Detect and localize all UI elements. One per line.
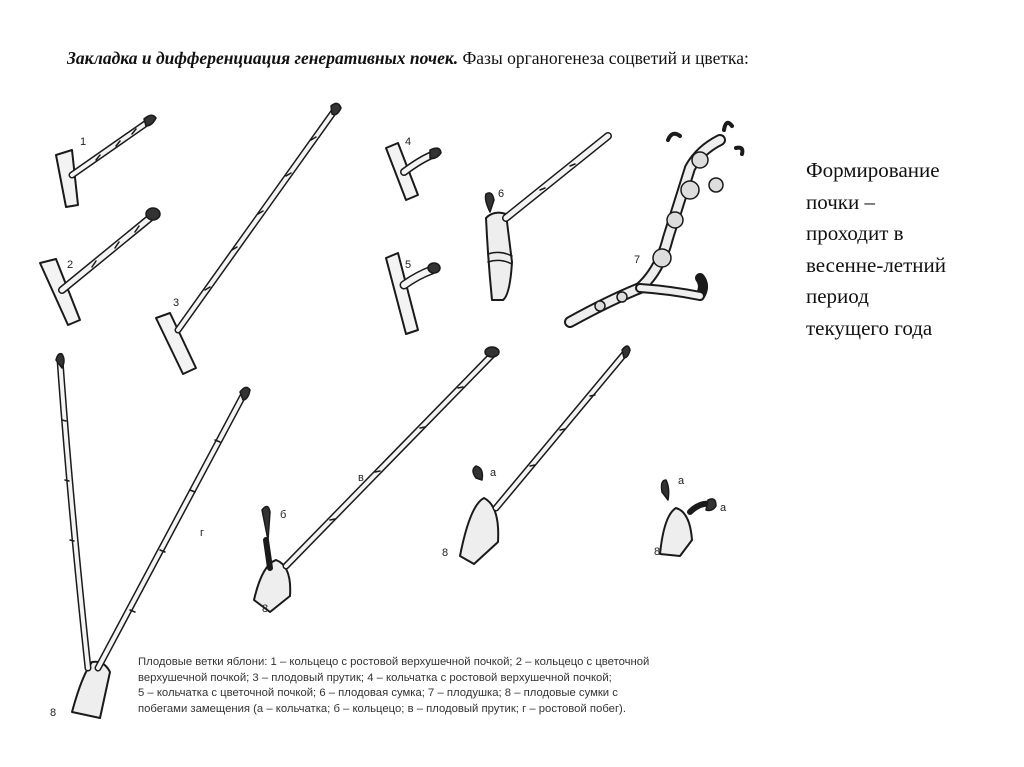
- label-branch-7: 7: [634, 254, 641, 266]
- label-branch-3: 3: [173, 297, 180, 309]
- caption-line: побегами замещения (а – кольчатка; б – кольцецо; в – плодовый прутик; г – ростовой побег).: [138, 702, 626, 715]
- label-b-ringlet: б: [280, 509, 287, 521]
- branch-8-ringlet-and-twig: [254, 347, 499, 612]
- branch-1-ringlet-growth-bud: [56, 115, 156, 207]
- label-g-growth-shoot: г: [200, 527, 205, 539]
- branch-7-fruiting-spur: [570, 123, 742, 322]
- label-group-8-far: 8: [654, 546, 661, 558]
- branch-5-ringlet-flower-bud: [386, 253, 440, 334]
- side-note-line: почки –: [806, 189, 875, 214]
- label-branch-4: 4: [405, 136, 412, 148]
- label-branch-2: 2: [67, 259, 74, 271]
- branch-2-ringlet-flower-bud: [40, 208, 160, 325]
- caption-line: верхушечной почкой; 3 – плодовый прутик; 4 – кольчатка с ростовой верхушечной почкой;: [138, 671, 612, 684]
- branch-6-fruit-bag: [486, 136, 609, 300]
- side-note-line: Формирование: [806, 158, 940, 182]
- side-note-line: текущего года: [806, 315, 933, 340]
- label-group-8-mid: 8: [262, 603, 269, 615]
- side-note-line: весенне-летний: [806, 252, 947, 277]
- figure-caption: [138, 655, 758, 717]
- caption-line: Плодовые ветки яблони: 1 – кольцецо с ростовой верхушечной почкой; 2 – кольцецо с цветочной: [138, 656, 650, 668]
- label-a-far-side: а: [720, 502, 727, 514]
- label-group-8-left: 8: [50, 707, 57, 719]
- branch-3-fruit-twig: [156, 103, 341, 374]
- branch-8-fruit-bag-small: [660, 480, 716, 556]
- heading-regular-part: Фазы органогенеза соцветий и цветка:: [458, 48, 749, 68]
- label-a-mid: а: [490, 467, 497, 479]
- label-group-8-right: 8: [442, 547, 449, 559]
- side-note-line: период: [806, 284, 869, 308]
- label-branch-1: 1: [80, 136, 87, 148]
- label-a-far-top: а: [678, 475, 685, 487]
- branch-8-fruit-bag-with-shoots: [460, 346, 630, 564]
- label-branch-5: 5: [405, 259, 412, 271]
- caption-line: 5 – кольчатка с цветочной почкой; 6 – плодовая сумка; 7 – плодушка; 8 – плодовые сумки с: [138, 687, 618, 700]
- branch-4-ringlet-growth-bud: [386, 143, 441, 200]
- label-branch-6: 6: [498, 188, 505, 200]
- heading-bold-part: Закладка и дифференциация генеративных почек.: [67, 48, 459, 68]
- label-v-twig: в: [358, 472, 364, 484]
- side-note-line: проходит в: [806, 221, 904, 245]
